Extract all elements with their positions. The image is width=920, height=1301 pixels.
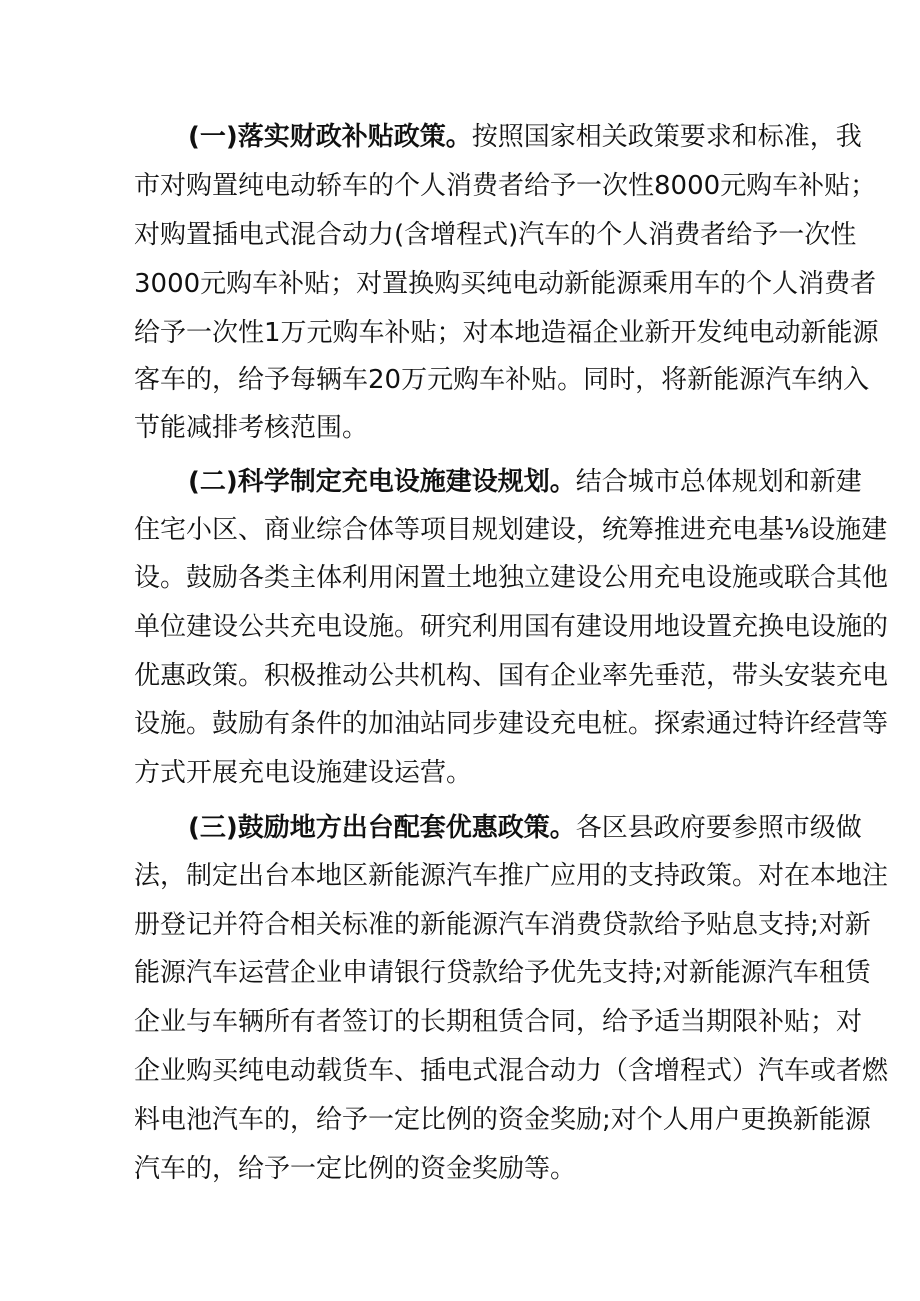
section-3-line-3: 册登记并符合相关标准的新能源汽车消费贷款给予贴息支持;对新 (134, 910, 871, 940)
section-3-line-4: 能源汽车运营企业申请银行贷款给予优先支持;对新能源汽车租赁 (134, 958, 871, 988)
section-1-text: 按照国家相关政策要求和标准，我 (471, 122, 862, 152)
section-2-text: 结合城市总体规划和新建 (575, 467, 862, 497)
section-2-line-3: 设。鼓励各类主体利用闲置土地独立建设公用充电设施或联合其他 (134, 563, 889, 593)
section-2-line-2: 住宅小区、商业综合体等项目规划建设，统筹推进充电基⅛设施建 (134, 515, 888, 545)
section-3-line-7: 料电池汽车的，给予一定比例的资金奖励;对个人用户更换新能源 (134, 1105, 871, 1135)
section-1-line-6: 客车的，给予每辆车20万元购车补贴。同时，将新能源汽车纳入 (134, 365, 870, 395)
section-2-line-7: 方式开展充电设施建设运营。 (134, 758, 473, 788)
section-1-heading: (一)落实财政补贴政策。 (188, 122, 472, 152)
section-2-line-1 (188, 464, 862, 500)
section-1-line-5: 给予一次性1万元购车补贴；对本地造福企业新开发纯电动新能源 (134, 318, 879, 348)
section-1-line-3: 对购置插电式混合动力(含增程式)汽车的个人消费者给予一次性 (134, 220, 857, 250)
section-3-line-5: 企业与车辆所有者签订的长期租赁合同，给予适当期限补贴；对 (134, 1007, 863, 1037)
section-3-heading: (三)鼓励地方出台配套优惠政策。 (188, 813, 576, 843)
section-3-text: 各区县政府要参照市级做 (575, 813, 862, 843)
section-1-line-4: 3000元购车补贴；对置换购买纯电动新能源乘用车的个人消费者 (134, 269, 877, 299)
section-3-line-6: 企业购买纯电动载货车、插电式混合动力（含增程式）汽车或者燃 (134, 1056, 889, 1086)
section-1-line-2: 市对购置纯电动轿车的个人消费者给予一次性8000元购车补贴； (134, 171, 877, 201)
section-2-line-4: 单位建设公共充电设施。研究利用国有建设用地设置充换电设施的 (134, 612, 889, 642)
section-2-line-5: 优惠政策。积极推动公共机构、国有企业率先垂范，带头安装充电 (134, 661, 889, 691)
section-2-line-6: 设施。鼓励有条件的加油站同步建设充电桩。探索通过特许经营等 (134, 709, 889, 739)
section-3-line-8: 汽车的，给予一定比例的资金奖励等。 (134, 1154, 577, 1184)
section-3-line-1 (188, 810, 862, 846)
section-1-line-1 (188, 119, 862, 155)
section-2-heading: (二)科学制定充电设施建设规划。 (188, 467, 576, 497)
section-1-line-7: 节能减排考核范围。 (134, 413, 369, 443)
section-3-line-2: 法，制定出台本地区新能源汽车推广应用的支持政策。对在本地注 (134, 861, 889, 891)
